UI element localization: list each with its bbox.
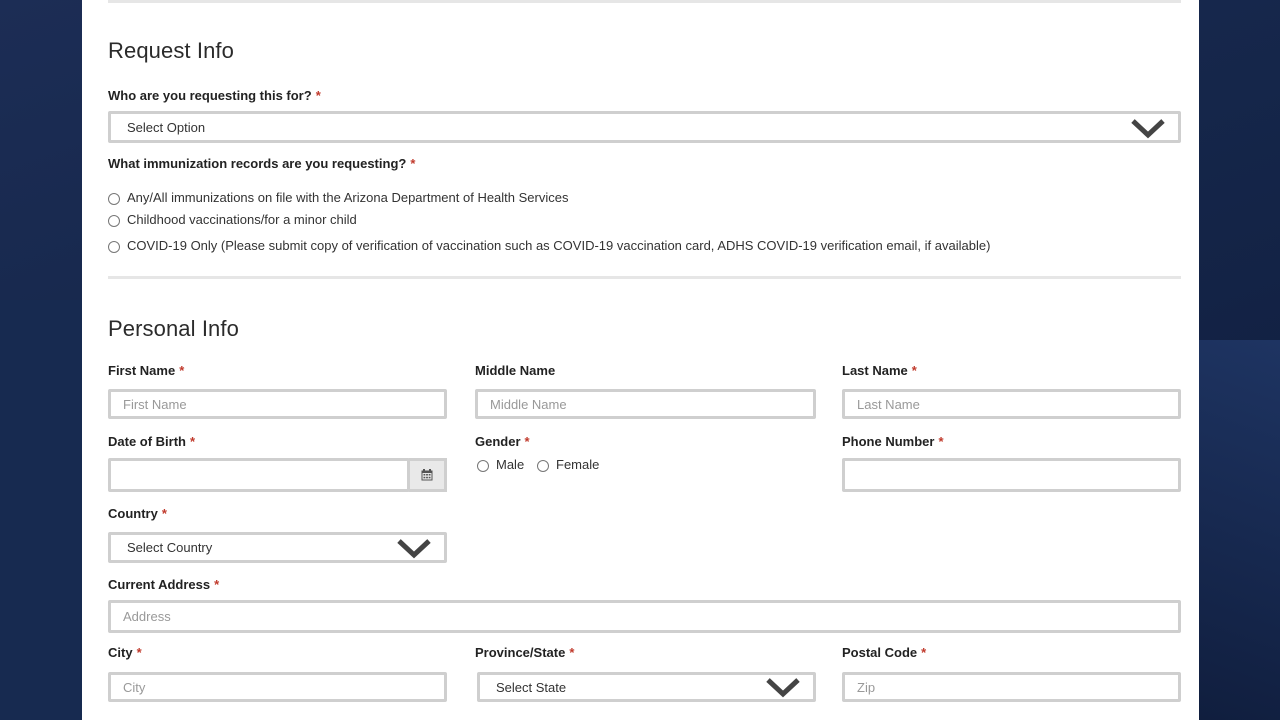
background-shape-left — [0, 300, 82, 720]
records-requesting-label: What immunization records are you requesting? * — [108, 156, 416, 171]
phone-label: Phone Number * — [842, 434, 944, 449]
form-panel — [82, 0, 1199, 720]
background-shape-right — [1198, 340, 1280, 720]
records-option-all[interactable]: Any/All immunizations on file with the Arizona Department of Health Services — [108, 190, 568, 205]
address-label: Current Address * — [108, 577, 220, 592]
request-info-title: Request Info — [108, 38, 234, 63]
date-picker-button[interactable] — [409, 458, 447, 492]
radio-button[interactable] — [108, 241, 120, 253]
gender-option-female[interactable]: Female — [537, 457, 599, 472]
personal-info-title: Personal Info — [108, 316, 239, 341]
postal-code-input[interactable] — [842, 672, 1181, 702]
middle-name-label: Middle Name — [475, 363, 556, 378]
divider-top — [108, 0, 1181, 3]
who-requesting-select[interactable]: Select Option — [108, 111, 1181, 143]
radio-button[interactable] — [477, 460, 489, 472]
country-label: Country * — [108, 506, 167, 521]
first-name-label: First Name * — [108, 363, 185, 378]
country-select[interactable]: Select Country — [108, 532, 447, 563]
divider-middle — [108, 276, 1181, 279]
middle-name-input[interactable] — [475, 389, 816, 419]
city-label: City * — [108, 645, 142, 660]
last-name-label: Last Name * — [842, 363, 917, 378]
state-select[interactable]: Select State — [477, 672, 816, 702]
chevron-down-icon — [765, 676, 801, 698]
phone-input[interactable] — [842, 458, 1181, 492]
chevron-down-icon — [1130, 117, 1166, 139]
radio-button[interactable] — [108, 193, 120, 205]
records-option-covid[interactable]: COVID-19 Only (Please submit copy of verification of vaccination such as COVID-19 vaccination card, ADHS COVID-19 verification email, if available) — [108, 238, 990, 253]
gender-label: Gender * — [475, 434, 530, 449]
records-option-childhood[interactable]: Childhood vaccinations/for a minor child — [108, 212, 357, 227]
postal-code-label: Postal Code * — [842, 645, 927, 660]
last-name-input[interactable] — [842, 389, 1181, 419]
radio-button[interactable] — [108, 215, 120, 227]
first-name-input[interactable] — [108, 389, 447, 419]
dob-input[interactable] — [108, 458, 410, 492]
gender-option-male[interactable]: Male — [477, 457, 524, 472]
radio-button[interactable] — [537, 460, 549, 472]
calendar-icon — [421, 469, 433, 481]
chevron-down-icon — [396, 537, 432, 559]
dob-label: Date of Birth * — [108, 434, 196, 449]
city-input[interactable] — [108, 672, 447, 702]
who-requesting-label: Who are you requesting this for? * — [108, 88, 321, 103]
state-label: Province/State * — [475, 645, 575, 660]
address-input[interactable] — [108, 600, 1181, 633]
